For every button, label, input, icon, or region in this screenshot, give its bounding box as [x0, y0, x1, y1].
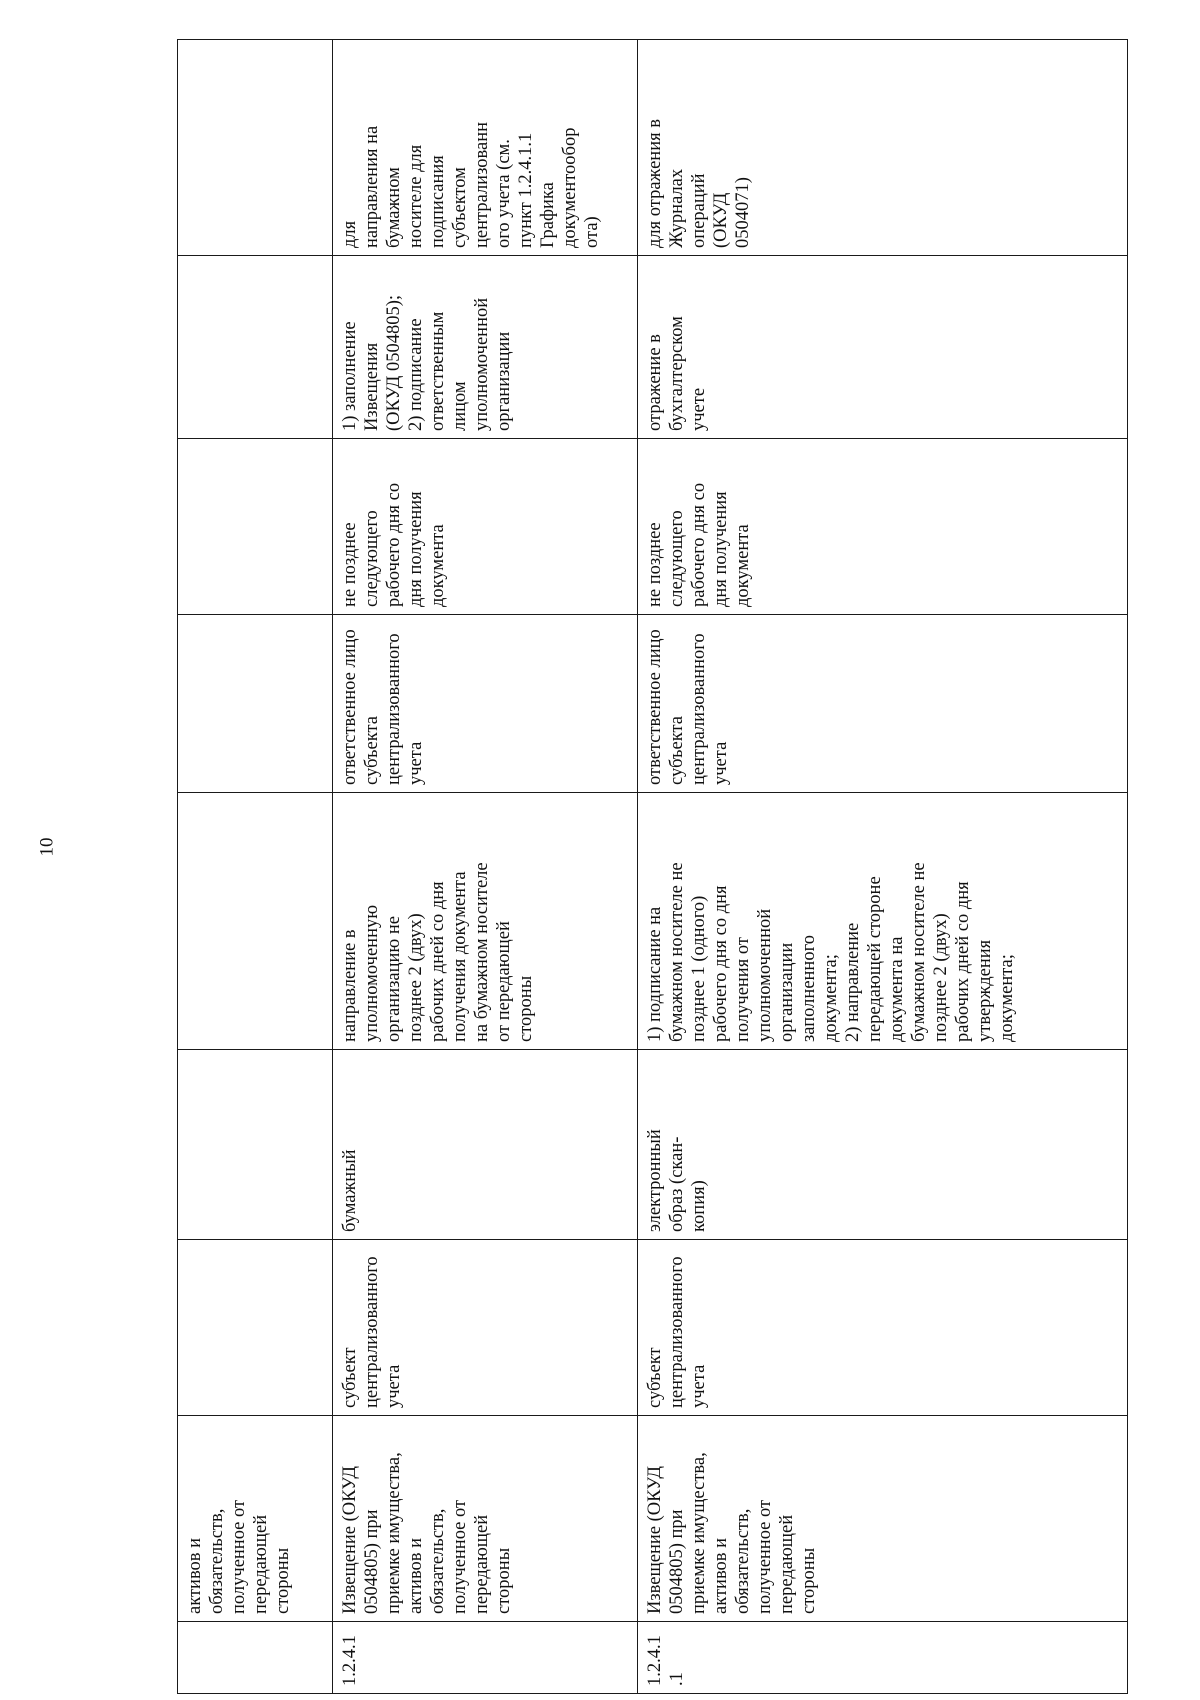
- cell-text-line: организации: [777, 942, 797, 1042]
- cell-text-line: дня получения: [711, 491, 731, 607]
- cell-text-line: образ (скан-: [667, 1136, 687, 1232]
- cell-text-line: стороны: [273, 1547, 293, 1614]
- cell-text-line: полученное от: [450, 1499, 470, 1614]
- table-cell-responsible: [333, 615, 638, 793]
- table-cell-responsible: [178, 615, 333, 793]
- table-row: [638, 40, 1128, 1694]
- cell-text-line: учете: [689, 387, 709, 431]
- cell-text-line: документа;: [821, 954, 841, 1042]
- table-cell-term-action: [638, 439, 1128, 615]
- cell-text-line: 0504805) при: [667, 1509, 687, 1614]
- cell-text-line: (ОКУД: [711, 192, 731, 248]
- cell-text-line: документа;: [997, 954, 1017, 1042]
- table-cell-num: [178, 1622, 333, 1694]
- cell-text-line: утверждения: [975, 939, 995, 1042]
- table-cell-format: [333, 1050, 638, 1240]
- cell-text-line: Извещение (ОКУД: [340, 1466, 360, 1614]
- cell-text-line: .1: [667, 1672, 687, 1686]
- cell-text-line: рабочих дней со дня: [953, 881, 973, 1042]
- cell-text-line: копия): [689, 1180, 709, 1232]
- cell-text-line: не позднее: [645, 522, 665, 607]
- cell-text-line: полученное от: [229, 1499, 249, 1614]
- cell-text-line: дня получения: [406, 491, 426, 607]
- cell-text-line: обязательств,: [207, 1508, 227, 1614]
- cell-text-line: субъект: [645, 1347, 665, 1408]
- table-cell-term-action: [333, 439, 638, 615]
- cell-text-line: 2) подписание: [406, 318, 426, 431]
- table-cell-format: [178, 1050, 333, 1240]
- table-cell-num: [638, 1622, 1128, 1694]
- table-cell-format: [638, 1050, 1128, 1240]
- cell-text-line: носителе для: [406, 144, 426, 248]
- cell-text-line: получения от: [733, 937, 753, 1042]
- table-cell-term-send: [178, 793, 333, 1050]
- cell-text-line: операций: [689, 173, 709, 248]
- cell-text-line: обязательств,: [733, 1508, 753, 1614]
- cell-text-line: следующего: [667, 510, 687, 607]
- cell-text-line: (ОКУД 0504805);: [384, 294, 404, 431]
- table-row: [178, 40, 333, 1694]
- cell-text-line: получения документа: [450, 871, 470, 1042]
- cell-text-line: централизованного: [362, 1256, 382, 1408]
- cell-text-line: позднее 2 (двух): [406, 913, 426, 1042]
- cell-text-line: заполненного: [799, 935, 819, 1042]
- table-cell-num: [333, 1622, 638, 1694]
- cell-text-line: на бумажном носителе: [472, 862, 492, 1042]
- table-cell-purpose: [638, 40, 1128, 256]
- cell-text-line: Графика: [538, 182, 558, 248]
- cell-text-line: лицом: [450, 381, 470, 431]
- cell-text-line: подписания: [428, 155, 448, 248]
- cell-text-line: передающей стороне: [865, 876, 885, 1042]
- cell-text-line: приемке имущества,: [384, 1452, 404, 1614]
- cell-text-line: для: [340, 220, 360, 248]
- cell-text-line: следующего: [362, 510, 382, 607]
- cell-text-line: документа: [733, 524, 753, 607]
- table-cell-term-send: [638, 793, 1128, 1050]
- cell-text-line: направления на: [362, 125, 382, 248]
- table-cell-subject: [638, 1240, 1128, 1416]
- cell-text-line: уполномоченную: [362, 904, 382, 1042]
- cell-text-line: учета: [711, 741, 731, 785]
- cell-text-line: направление в: [340, 929, 360, 1042]
- table-cell-document: [333, 1416, 638, 1622]
- cell-text-line: электронный: [645, 1129, 665, 1232]
- cell-text-line: 2) направление: [843, 922, 863, 1042]
- cell-text-line: Извещение (ОКУД: [645, 1466, 665, 1614]
- table-cell-action: [638, 256, 1128, 439]
- cell-text-line: документа: [428, 524, 448, 607]
- cell-text-line: полученное от: [755, 1499, 775, 1614]
- cell-text-line: Извещения: [362, 342, 382, 431]
- cell-text-line: централизованного: [689, 633, 709, 785]
- cell-text-line: учета: [689, 1364, 709, 1408]
- cell-text-line: бумажном носителе не: [909, 862, 929, 1042]
- cell-text-line: передающей: [251, 1514, 271, 1614]
- cell-text-line: субъектом: [450, 167, 470, 248]
- table-cell-purpose: [333, 40, 638, 256]
- cell-text-line: позднее 2 (двух): [931, 913, 951, 1042]
- cell-text-line: ответственное лицо: [645, 629, 665, 785]
- cell-text-line: документа на: [887, 936, 907, 1042]
- cell-text-line: учета: [406, 741, 426, 785]
- cell-text-line: бухгалтерском: [667, 316, 687, 431]
- cell-text-line: приемке имущества,: [689, 1452, 709, 1614]
- cell-text-line: ого учета (см.: [494, 139, 514, 248]
- cell-text-line: Журналах: [667, 168, 687, 248]
- cell-text-line: рабочего дня со дня: [711, 885, 731, 1042]
- cell-text-line: уполномоченной: [755, 908, 775, 1042]
- cell-text-line: рабочего дня со: [384, 482, 404, 607]
- cell-text-line: субъекта: [362, 716, 382, 785]
- cell-text-line: для отражения в: [645, 119, 665, 248]
- cell-text-line: бумажном: [384, 167, 404, 248]
- table-cell-term-send: [333, 793, 638, 1050]
- cell-text-line: отражение в: [645, 334, 665, 431]
- cell-text-line: 1.2.4.1: [340, 1635, 360, 1686]
- table-cell-responsible: [638, 615, 1128, 793]
- cell-text-line: активов и: [185, 1537, 205, 1614]
- cell-text-line: организацию не: [384, 916, 404, 1042]
- cell-text-line: 0504071): [733, 177, 753, 248]
- cell-text-line: передающей: [777, 1514, 797, 1614]
- cell-text-line: ответственным: [428, 311, 448, 431]
- cell-text-line: 1) заполнение: [340, 321, 360, 431]
- cell-text-line: документообор: [560, 127, 580, 248]
- cell-text-line: ответственное лицо: [340, 629, 360, 785]
- table-row: [333, 40, 638, 1694]
- table-cell-action: [178, 256, 333, 439]
- cell-text-line: обязательств,: [428, 1508, 448, 1614]
- cell-text-line: рабочих дней со дня: [428, 881, 448, 1042]
- cell-text-line: бумажный: [340, 1149, 360, 1232]
- cell-text-line: субъект: [340, 1347, 360, 1408]
- table-cell-document: [638, 1416, 1128, 1622]
- table-cell-term-action: [178, 439, 333, 615]
- table-cell-action: [333, 256, 638, 439]
- table-cell-subject: [178, 1240, 333, 1416]
- cell-text-line: централизованного: [384, 633, 404, 785]
- cell-text-line: 1) подписание на: [645, 906, 665, 1042]
- cell-text-line: централизованного: [667, 1256, 687, 1408]
- cell-text-line: субъекта: [667, 716, 687, 785]
- cell-text-line: организации: [494, 331, 514, 431]
- cell-text-line: передающей: [472, 1514, 492, 1614]
- cell-text-line: ота): [582, 216, 602, 248]
- page-number: 10: [36, 837, 58, 857]
- cell-text-line: активов и: [711, 1537, 731, 1614]
- document-flow-table: [177, 39, 1128, 1694]
- cell-text-line: пункт 1.2.4.1.1: [516, 132, 536, 248]
- cell-text-line: уполномоченной: [472, 297, 492, 431]
- table-cell-subject: [333, 1240, 638, 1416]
- cell-text-line: 1.2.4.1: [645, 1635, 665, 1686]
- rotated-table-container: [177, 40, 1127, 1694]
- cell-text-line: бумажном носителе не: [667, 862, 687, 1042]
- cell-text-line: стороны: [494, 1547, 514, 1614]
- cell-text-line: не позднее: [340, 522, 360, 607]
- cell-text-line: позднее 1 (одного): [689, 895, 709, 1042]
- cell-text-line: от передающей: [494, 921, 514, 1042]
- table-cell-document: [178, 1416, 333, 1622]
- cell-text-line: 0504805) при: [362, 1509, 382, 1614]
- cell-text-line: учета: [384, 1364, 404, 1408]
- cell-text-line: стороны: [516, 975, 536, 1042]
- cell-text-line: централизованн: [472, 121, 492, 248]
- cell-text-line: активов и: [406, 1537, 426, 1614]
- cell-text-line: рабочего дня со: [689, 482, 709, 607]
- table-cell-purpose: [178, 40, 333, 256]
- cell-text-line: стороны: [799, 1547, 819, 1614]
